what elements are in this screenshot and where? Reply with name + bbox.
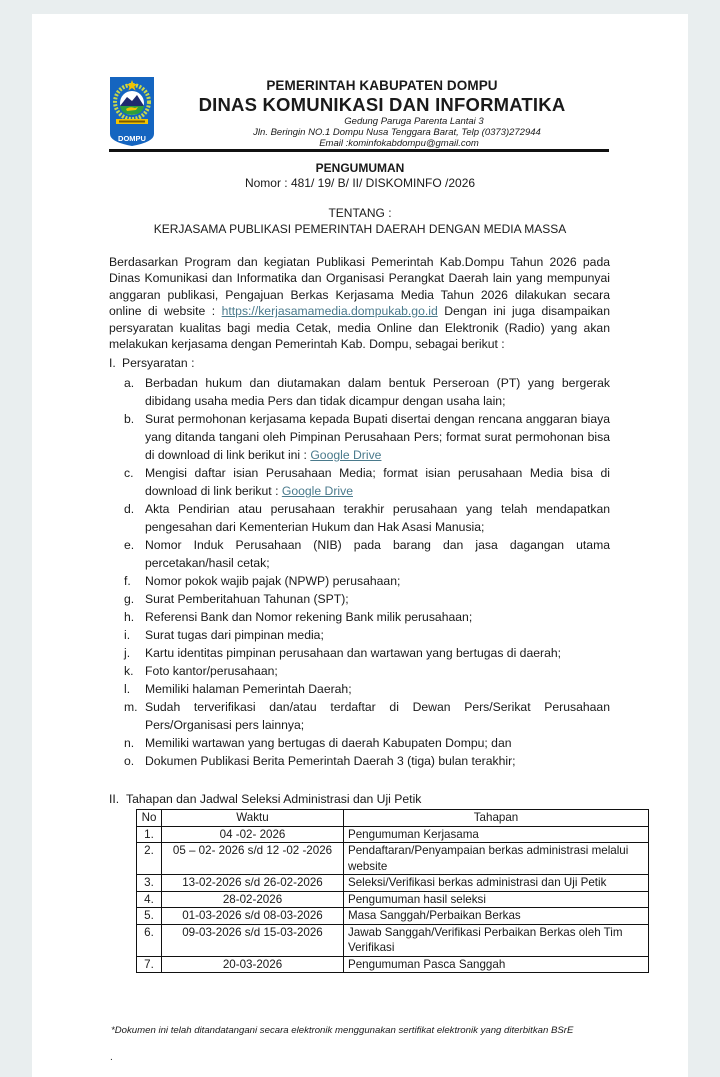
list-item-text: Memiliki wartawan yang bertugas di daerah Kabupaten Dompu; dan [145, 736, 512, 750]
cell-tahapan: Pengumuman Pasca Sanggah [344, 956, 649, 973]
cell-waktu: 01-03-2026 s/d 08-03-2026 [162, 908, 344, 925]
list-item-text: Surat tugas dari pimpinan media; [145, 628, 324, 642]
list-item [124, 464, 610, 500]
list-item [124, 662, 610, 680]
list-item [124, 590, 610, 608]
list-item [124, 698, 610, 734]
list-item-text: Akta Pendirian atau perusahaan terakhir perusahaan yang telah mendapatkan pengesahan dari Kementerian Hukum dan Hak Asasi Manusia; [145, 502, 610, 534]
section-title-text: Persyaratan : [122, 356, 195, 370]
list-marker: l. [124, 682, 131, 696]
cell-tahapan: Masa Sanggah/Perbaikan Berkas [344, 908, 649, 925]
letterhead-divider [109, 149, 609, 152]
list-item-text [145, 410, 610, 464]
list-marker: c. [124, 466, 134, 480]
list-item [124, 572, 610, 590]
list-item-body: Surat permohonan kerjasama kepada Bupati disertai dengan rencana anggaran biaya yang ditanda tangani oleh Pimpinan Perusahaan Pers; format surat permohonan bisa di download di link berikut ini : [145, 412, 610, 462]
cell-no: 7. [137, 956, 162, 973]
section-requirements-title [109, 355, 194, 371]
cell-no: 6. [137, 924, 162, 956]
list-item-text: Nomor pokok wajib pajak (NPWP) perusahaan; [145, 574, 401, 588]
cell-waktu: 20-03-2026 [162, 956, 344, 973]
schedule-table [136, 809, 649, 973]
list-item-text: Referensi Bank dan Nomor rekening Bank milik perusahaan; [145, 610, 473, 624]
section-schedule-title [109, 791, 421, 807]
table-header-row [137, 810, 649, 827]
address-street: Jln. Beringin NO.1 Dompu Nusa Tenggara Barat, Telp (0373)272944 [253, 127, 541, 138]
list-marker: a. [124, 376, 135, 390]
trailing-mark: . [110, 1052, 113, 1063]
section-number: I. [109, 356, 116, 370]
cell-waktu: 04 -02- 2026 [162, 826, 344, 843]
letterhead [182, 78, 582, 149]
list-marker: n. [124, 736, 135, 750]
section-title-text: Tahapan dan Jadwal Seleksi Administrasi dan Uji Petik [126, 792, 422, 806]
cell-tahapan: Jawab Sanggah/Verifikasi Perbaikan Berkas oleh Tim Verifikasi [344, 924, 649, 956]
list-item [124, 374, 610, 410]
list-marker: h. [124, 610, 135, 624]
cell-waktu: 09-03-2026 s/d 15-03-2026 [162, 924, 344, 956]
cell-waktu: 28-02-2026 [162, 891, 344, 908]
list-item [124, 536, 610, 572]
list-marker: j. [124, 646, 131, 660]
column-header-tahapan: Tahapan [344, 810, 649, 827]
list-item-text: Memiliki halaman Pemerintah Daerah; [145, 682, 352, 696]
cell-waktu: 13-02-2026 s/d 26-02-2026 [162, 875, 344, 892]
list-item [124, 410, 610, 464]
requirements-list [124, 374, 610, 770]
column-header-waktu: Waktu [162, 810, 344, 827]
list-item [124, 680, 610, 698]
list-marker: i. [124, 628, 131, 642]
table-row [137, 956, 649, 973]
table-row [137, 891, 649, 908]
document-page [32, 14, 688, 1077]
intro-text-2: Dengan ini juga disampaikan persyaratan kualitas bagi media Cetak, media Online dan Elektronik (Radio) yang akan melakukan kerjasama dengan Pemerintah Kab. Dompu, sebagai berikut : [109, 304, 610, 352]
agency-parent-name: PEMERINTAH KABUPATEN DOMPU [266, 78, 498, 93]
google-drive-link-permohonan[interactable]: Google Drive [310, 448, 382, 462]
cell-tahapan: Pendaftaran/Penyampaian berkas administrasi melalui website [344, 843, 649, 875]
cell-no: 2. [137, 843, 162, 875]
list-item-text: Sudah terverifikasi dan/atau terdaftar di Dewan Pers/Serikat Perusahaan Pers/Organisasi pers lainnya; [145, 700, 610, 732]
list-item-text [145, 464, 610, 500]
cell-no: 4. [137, 891, 162, 908]
table-row [137, 924, 649, 956]
intro-paragraph [109, 254, 610, 352]
list-marker: m. [124, 700, 138, 714]
table-row [137, 826, 649, 843]
cell-no: 5. [137, 908, 162, 925]
table-row [137, 843, 649, 875]
table-row [137, 908, 649, 925]
table-row [137, 875, 649, 892]
subject-label: TENTANG : [328, 206, 392, 220]
list-item [124, 734, 610, 752]
website-link[interactable]: https://kerjasamamedia.dompukab.go.id [221, 304, 438, 319]
address-building: Gedung Paruga Parenta Lantai 3 [344, 116, 484, 127]
list-item-body: Mengisi daftar isian Perusahaan Media; format isian perusahaan Media bisa di download di link berikut : [145, 466, 610, 498]
list-item-text: Surat Pemberitahuan Tahunan (SPT); [145, 592, 349, 606]
list-marker: d. [124, 502, 135, 516]
list-item [124, 752, 610, 770]
intro-text-1: Berdasarkan Program dan kegiatan Publikasi Pemerintah Kab.Dompu Tahun 2026 pada Dinas Komunikasi dan Informatika dan Organisasi Perangkat Daerah lain yang mempunyai anggaran publikasi, Pengajuan Berkas Kerjasama Media Tahun 2026 dilakukan secara online di website : [109, 255, 610, 319]
list-item [124, 644, 610, 662]
cell-no: 1. [137, 826, 162, 843]
column-header-no: No [137, 810, 162, 827]
google-drive-link-isian[interactable]: Google Drive [281, 484, 353, 498]
subject-title: KERJASAMA PUBLIKASI PEMERINTAH DAERAH DENGAN MEDIA MASSA [153, 222, 567, 236]
list-item-text: Kartu identitas pimpinan perusahaan dan wartawan yang bertugas di daerah; [145, 646, 562, 660]
list-item [124, 500, 610, 536]
list-item [124, 626, 610, 644]
cell-no: 3. [137, 875, 162, 892]
list-item-text: Dokumen Publikasi Berita Pemerintah Daerah 3 (tiga) bulan terakhir; [145, 754, 516, 768]
list-marker: k. [124, 664, 134, 678]
logo-label: DOMPU [118, 134, 146, 143]
address-email: Email :kominfokabdompu@gmail.com [319, 138, 479, 149]
list-item [124, 608, 610, 626]
cell-waktu: 05 – 02- 2026 s/d 12 -02 -2026 [162, 843, 344, 875]
section-number: II. [109, 792, 120, 806]
list-marker: b. [124, 412, 135, 426]
cell-tahapan: Pengumuman hasil seleksi [344, 891, 649, 908]
document-heading: PENGUMUMAN [315, 161, 405, 175]
list-marker: o. [124, 754, 135, 768]
cell-tahapan: Pengumuman Kerjasama [344, 826, 649, 843]
list-marker: g. [124, 592, 135, 606]
electronic-signature-note: *Dokumen ini telah ditandatangani secara elektronik menggunakan sertifikat elektronik yang diterbitkan BSrE [111, 1025, 574, 1036]
document-number: Nomor : 481/ 19/ B/ II/ DISKOMINFO /2026 [244, 176, 476, 190]
list-marker: f. [124, 574, 131, 588]
list-item-text: Foto kantor/perusahaan; [145, 664, 278, 678]
list-item-text: Berbadan hukum dan diutamakan dalam bentuk Perseroan (PT) yang bergerak dibidang usaha media Pers dan tidak dicampur dengan usaha lain; [145, 376, 610, 408]
cell-tahapan: Seleksi/Verifikasi berkas administrasi dan Uji Petik [344, 875, 649, 892]
list-marker: e. [124, 538, 135, 552]
agency-name: DINAS KOMUNIKASI DAN INFORMATIKA [198, 94, 566, 115]
list-item-text: Nomor Induk Perusahaan (NIB) pada barang dan jasa dagangan utama percetakan/hasil cetak; [145, 538, 610, 570]
